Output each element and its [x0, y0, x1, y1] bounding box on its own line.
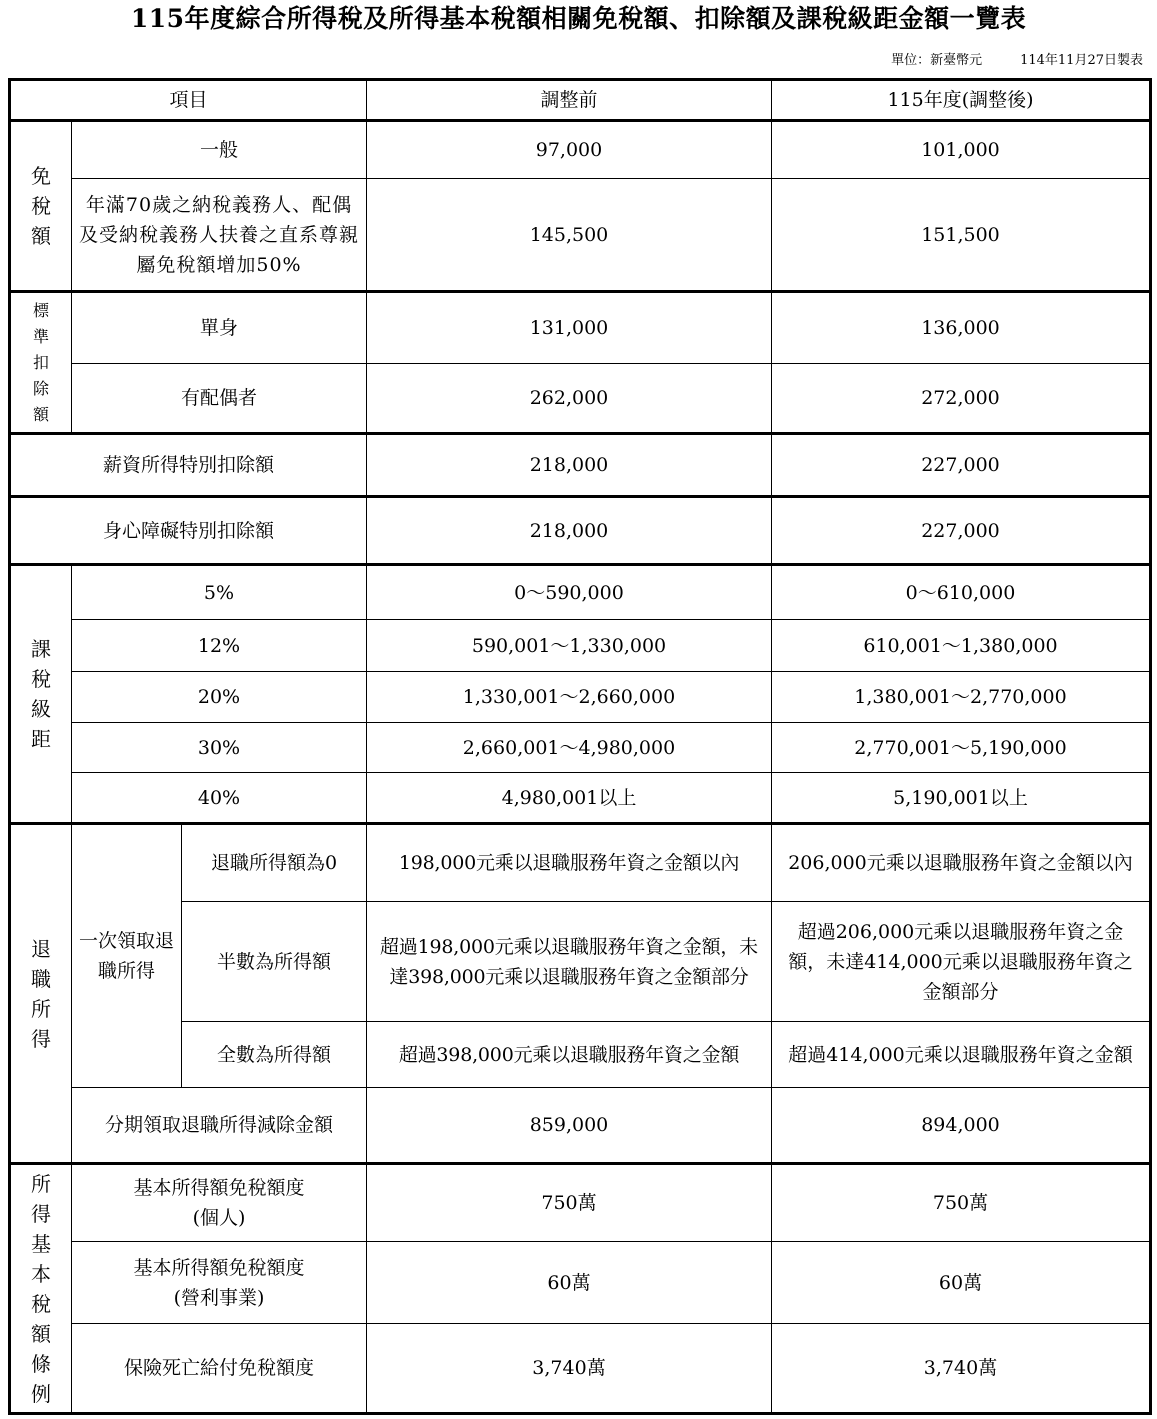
table-row — [10, 824, 1151, 902]
bracket-rate: 40% — [72, 773, 367, 824]
value-after: 136,000 — [772, 292, 1151, 364]
value-before: 198,000元乘以退職服務年資之金額以內 — [367, 824, 772, 902]
bracket-rate: 20% — [72, 672, 367, 723]
row-item: 薪資所得特別扣除額 — [10, 434, 367, 497]
value-before: 859,000 — [367, 1088, 772, 1164]
page-title: 115年度綜合所得稅及所得基本稅額相關免稅額、扣除額及課稅級距金額一覽表 — [130, 4, 1027, 33]
table-row — [10, 292, 1151, 364]
value-before: 超過198,000元乘以退職服務年資之金額，未達398,000元乘以退職服務年資之金額部分 — [367, 902, 772, 1022]
row-item: 有配偶者 — [72, 364, 367, 434]
row-item — [72, 1164, 367, 1242]
table-row — [10, 121, 1151, 179]
value-after: 超過414,000元乘以退職服務年資之金額 — [772, 1022, 1151, 1088]
row-item-line2: (個人) — [192, 1207, 246, 1229]
table-row — [10, 1088, 1151, 1164]
bracket-rate: 12% — [72, 620, 367, 672]
basic-tax-label: 所 得 基 本 稅 額 條 例 — [10, 1164, 72, 1414]
value-after: 610,001～1,380,000 — [772, 620, 1151, 672]
value-before: 4,980,001以上 — [367, 773, 772, 824]
value-before: 590,001～1,330,000 — [367, 620, 772, 672]
value-before: 218,000 — [367, 434, 772, 497]
value-before: 262,000 — [367, 364, 772, 434]
row-item: 全數為所得額 — [182, 1022, 367, 1088]
header-before: 調整前 — [367, 80, 772, 121]
bracket-rate: 5% — [72, 565, 367, 620]
table-row — [10, 723, 1151, 773]
table-row — [10, 902, 1151, 1022]
table-row — [10, 1242, 1151, 1324]
row-item-line1: 基本所得額免稅額度 — [133, 1256, 305, 1279]
table-row — [10, 434, 1151, 497]
standard-deduction-label: 標 準 扣 除 額 — [10, 292, 72, 434]
row-item-line1: 基本所得額免稅額度 — [133, 1177, 305, 1199]
row-item: 分期領取退職所得減除金額 — [72, 1088, 367, 1164]
bracket-rate: 30% — [72, 723, 367, 773]
row-item: 一般 — [72, 121, 367, 179]
table-row — [10, 773, 1151, 824]
table-row — [10, 565, 1151, 620]
value-after: 272,000 — [772, 364, 1151, 434]
table-row — [10, 1324, 1151, 1414]
row-item — [72, 1242, 367, 1324]
value-after: 227,000 — [772, 497, 1151, 565]
tax-table — [8, 78, 1152, 1415]
table-row — [10, 1164, 1151, 1242]
row-item: 保險死亡給付免稅額度 — [72, 1324, 367, 1414]
value-after: 1,380,001～2,770,000 — [772, 672, 1151, 723]
table-meta — [891, 52, 1143, 70]
row-item: 年滿70歲之納稅義務人、配偶及受納稅義務人扶養之直系尊親屬免稅額增加50% — [72, 179, 367, 292]
table-row — [10, 620, 1151, 672]
value-after: 227,000 — [772, 434, 1151, 497]
value-after: 750萬 — [772, 1164, 1151, 1242]
value-before: 0～590,000 — [367, 565, 772, 620]
table-row — [10, 497, 1151, 565]
header-after: 115年度(調整後) — [772, 80, 1151, 121]
row-item: 單身 — [72, 292, 367, 364]
header-row — [10, 80, 1151, 121]
row-item: 身心障礙特別扣除額 — [10, 497, 367, 565]
value-before: 218,000 — [367, 497, 772, 565]
value-before: 60萬 — [367, 1242, 772, 1324]
table-row — [10, 672, 1151, 723]
value-before: 1,330,001～2,660,000 — [367, 672, 772, 723]
retirement-label: 退 職 所 得 — [10, 824, 72, 1164]
table-row — [10, 179, 1151, 292]
value-before: 97,000 — [367, 121, 772, 179]
unit-label: 單位：新臺幣元 — [891, 53, 983, 68]
value-before: 超過398,000元乘以退職服務年資之金額 — [367, 1022, 772, 1088]
table-row — [10, 364, 1151, 434]
lump-sum-label: 一次領取退職所得 — [72, 824, 182, 1088]
value-after: 2,770,001～5,190,000 — [772, 723, 1151, 773]
row-item-line2: (營利事業) — [173, 1286, 265, 1309]
value-before: 131,000 — [367, 292, 772, 364]
header-item: 項目 — [10, 80, 367, 121]
prepared-date: 114年11月27日製表 — [1020, 53, 1143, 68]
value-after: 5,190,001以上 — [772, 773, 1151, 824]
value-after: 3,740萬 — [772, 1324, 1151, 1414]
value-after: 101,000 — [772, 121, 1151, 179]
exemption-label: 免 稅 額 — [10, 121, 72, 292]
value-after: 超過206,000元乘以退職服務年資之金額，未達414,000元乘以退職服務年資之金額部分 — [772, 902, 1151, 1022]
value-after: 894,000 — [772, 1088, 1151, 1164]
value-after: 151,500 — [772, 179, 1151, 292]
value-after: 60萬 — [772, 1242, 1151, 1324]
brackets-label: 課 稅 級 距 — [10, 565, 72, 824]
value-before: 145,500 — [367, 179, 772, 292]
value-after: 0～610,000 — [772, 565, 1151, 620]
value-after: 206,000元乘以退職服務年資之金額以內 — [772, 824, 1151, 902]
value-before: 3,740萬 — [367, 1324, 772, 1414]
row-item: 退職所得額為0 — [182, 824, 367, 902]
table-row — [10, 1022, 1151, 1088]
value-before: 2,660,001～4,980,000 — [367, 723, 772, 773]
value-before: 750萬 — [367, 1164, 772, 1242]
row-item: 半數為所得額 — [182, 902, 367, 1022]
